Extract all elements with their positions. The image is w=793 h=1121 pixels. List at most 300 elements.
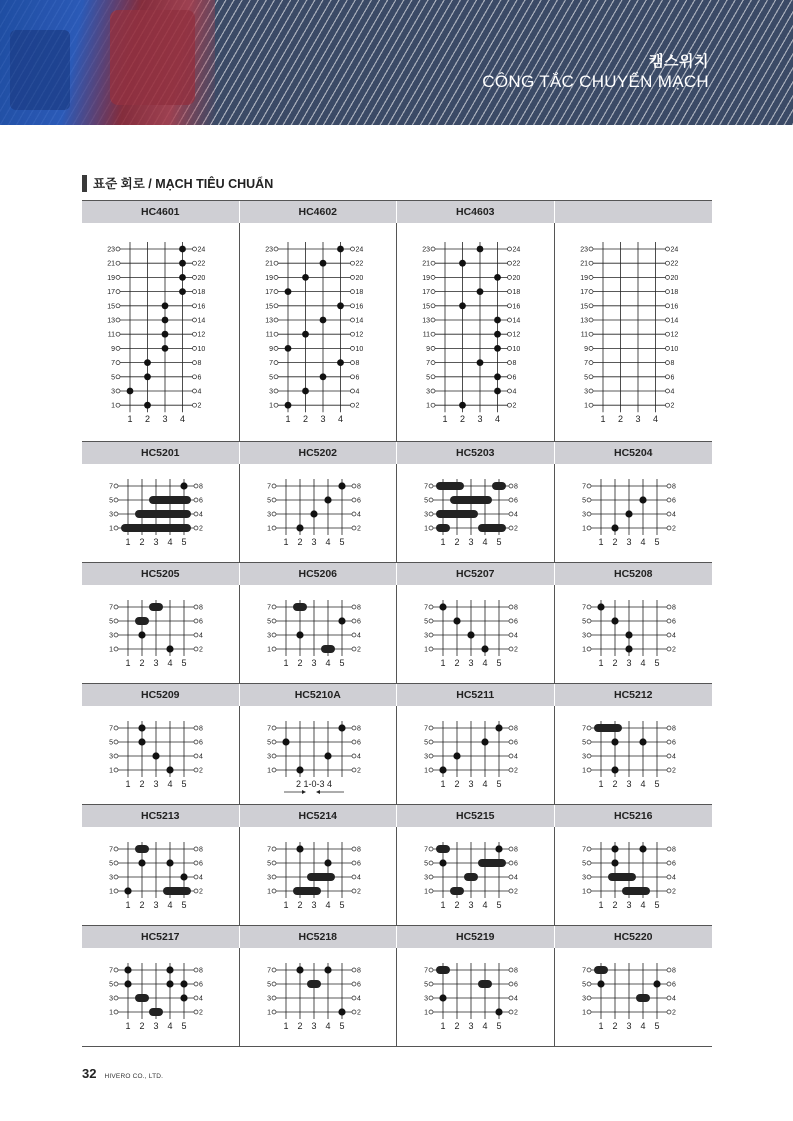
- terminal-left: [429, 861, 433, 865]
- terminal-right: [667, 968, 671, 972]
- terminal-left: [116, 403, 120, 407]
- terminal-label-right: 6: [356, 860, 361, 868]
- terminal-label-left: 1: [426, 402, 430, 410]
- position-number: 2: [302, 414, 308, 425]
- terminal-label-left: 5: [426, 374, 430, 382]
- position-number: 2: [139, 900, 145, 910]
- terminal-right: [508, 346, 512, 350]
- terminal-label-right: 16: [355, 303, 363, 311]
- position-number: 1: [597, 537, 604, 547]
- circuit-diagram-cell: [82, 223, 240, 441]
- contact-dot: [310, 510, 317, 517]
- terminal-right: [509, 768, 513, 772]
- contact-dot: [152, 752, 159, 759]
- position-number: 4: [167, 900, 173, 910]
- contact-dot: [481, 645, 488, 652]
- terminal-label-left: 23: [579, 246, 588, 254]
- terminal-label-left: 7: [581, 967, 586, 975]
- terminal-label-right: 2: [514, 767, 518, 775]
- terminal-label-right: 2: [671, 646, 676, 654]
- terminal-label-left: 1: [581, 525, 586, 533]
- table-row: [82, 925, 712, 1046]
- terminal-left: [431, 318, 435, 322]
- terminal-left: [429, 619, 433, 623]
- terminal-right: [352, 484, 356, 488]
- terminal-right: [667, 633, 671, 637]
- terminal-left: [429, 889, 433, 893]
- terminal-label-left: 17: [422, 289, 430, 297]
- terminal-left: [114, 512, 118, 516]
- terminal-right: [667, 1010, 671, 1014]
- terminal-left: [431, 290, 435, 294]
- position-number: 4: [179, 414, 186, 425]
- terminal-label-left: 3: [109, 995, 113, 1003]
- section-heading-text: 표준 회로 / MẠCH TIÊU CHUẨN: [93, 177, 274, 191]
- contact-bar: [478, 859, 506, 867]
- terminal-label-right: 6: [197, 374, 202, 382]
- terminal-label-left: 1: [111, 402, 115, 410]
- contact-dot: [138, 724, 145, 731]
- circuit-diagram: [82, 585, 239, 683]
- position-number: 1: [282, 900, 289, 910]
- terminal-left: [589, 304, 593, 308]
- terminal-label-right: 8: [356, 967, 361, 975]
- terminal-label-right: 6: [514, 739, 518, 747]
- position-number: 3: [468, 900, 474, 910]
- position-number: 2: [139, 658, 145, 668]
- terminal-label-right: 8: [199, 604, 203, 612]
- terminal-left: [274, 346, 278, 350]
- terminal-right: [350, 361, 354, 365]
- terminal-label-right: 4: [355, 388, 359, 396]
- terminal-label-left: 13: [579, 317, 588, 325]
- position-number: 3: [153, 658, 159, 668]
- table-header-row: [82, 200, 712, 223]
- contact-dot: [639, 845, 646, 852]
- terminal-right: [665, 318, 669, 322]
- circuit-diagram-cell: [397, 948, 555, 1046]
- terminal-left: [116, 389, 120, 393]
- terminal-label-right: 4: [356, 995, 361, 1003]
- terminal-right: [194, 996, 198, 1000]
- terminal-label-left: 21: [107, 260, 115, 268]
- circuit-diagram: [240, 827, 397, 925]
- position-number: 5: [338, 1021, 345, 1031]
- terminal-label-right: 8: [355, 360, 359, 368]
- position-number: 3: [310, 537, 317, 547]
- terminal-left: [274, 275, 278, 279]
- position-number: 3: [477, 414, 483, 425]
- terminal-left: [272, 982, 276, 986]
- terminal-left: [272, 633, 276, 637]
- position-number: 4: [167, 537, 173, 547]
- terminal-label-right: 6: [355, 374, 359, 382]
- terminal-right: [665, 304, 669, 308]
- position-number: 2: [459, 414, 466, 425]
- terminal-right: [194, 768, 198, 772]
- position-number: 4: [482, 537, 488, 547]
- terminal-right: [193, 247, 197, 251]
- terminal-left: [429, 982, 433, 986]
- terminal-left: [587, 740, 591, 744]
- table-row: [82, 441, 712, 562]
- terminal-label-left: 3: [111, 388, 115, 396]
- terminal-label-left: 3: [581, 632, 586, 640]
- terminal-right: [508, 389, 512, 393]
- terminal-right: [350, 275, 354, 279]
- contact-bar: [293, 887, 321, 895]
- terminal-right: [193, 332, 197, 336]
- terminal-left: [431, 275, 435, 279]
- contact-dot: [166, 966, 173, 973]
- position-number: 4: [639, 537, 646, 547]
- terminal-label-right: 4: [356, 753, 361, 761]
- position-number: 2: [454, 658, 460, 668]
- terminal-label-left: 13: [107, 317, 115, 325]
- terminal-right: [350, 304, 354, 308]
- terminal-label-right: 14: [512, 317, 521, 325]
- terminal-label-right: 8: [671, 483, 676, 491]
- terminal-left: [431, 389, 435, 393]
- terminal-right: [194, 498, 198, 502]
- position-number: 4: [639, 779, 646, 789]
- terminal-label-right: 4: [671, 995, 676, 1003]
- terminal-right: [665, 346, 669, 350]
- position-number: 2: [454, 779, 460, 789]
- terminal-label-left: 5: [424, 497, 428, 505]
- terminal-label-right: 4: [671, 753, 676, 761]
- terminal-left: [429, 605, 433, 609]
- contact-dot: [162, 345, 169, 352]
- position-number: 3: [468, 537, 474, 547]
- terminal-right: [667, 726, 671, 730]
- terminal-left: [429, 647, 433, 651]
- terminal-label-right: 6: [671, 618, 676, 626]
- contact-dot: [653, 980, 660, 987]
- contact-bar: [149, 496, 191, 504]
- terminal-right: [352, 633, 356, 637]
- terminal-label-left: 5: [266, 739, 271, 747]
- terminal-label-right: 8: [671, 967, 676, 975]
- terminal-left: [272, 605, 276, 609]
- contact-dot: [494, 331, 501, 338]
- contact-dot: [319, 373, 326, 380]
- terminal-label-right: 4: [514, 511, 518, 519]
- terminal-label-left: 3: [109, 511, 113, 519]
- contact-dot: [639, 496, 646, 503]
- terminal-left: [429, 768, 433, 772]
- position-number: 4: [324, 537, 331, 547]
- table-row: [82, 683, 712, 804]
- terminal-label-right: 20: [670, 274, 678, 282]
- terminal-label-left: 15: [422, 303, 430, 311]
- contact-dot: [162, 331, 169, 338]
- contact-bar: [307, 980, 321, 988]
- contact-dot: [166, 859, 173, 866]
- model-header: HC5219: [397, 926, 555, 948]
- terminal-label-right: 2: [514, 525, 518, 533]
- terminal-right: [352, 619, 356, 623]
- model-header: HC5217: [82, 926, 240, 948]
- terminal-label-left: 11: [422, 331, 430, 339]
- terminal-label-left: 7: [581, 483, 586, 491]
- circuit-diagram: [555, 585, 712, 683]
- terminal-label-right: 2: [356, 888, 361, 896]
- terminal-label-right: 8: [514, 846, 518, 854]
- position-number: 2: [611, 658, 618, 668]
- contact-dot: [138, 738, 145, 745]
- contact-dot: [296, 845, 303, 852]
- arrow-head-icon: [316, 790, 320, 794]
- terminal-right: [194, 754, 198, 758]
- contact-dot: [144, 359, 151, 366]
- contact-dot: [162, 317, 169, 324]
- contact-dot: [166, 980, 173, 987]
- terminal-label-left: 7: [109, 604, 113, 612]
- contact-dot: [611, 524, 618, 531]
- terminal-label-left: 7: [266, 967, 271, 975]
- table-header-row: [82, 804, 712, 827]
- terminal-left: [431, 346, 435, 350]
- terminal-label-left: 5: [581, 981, 586, 989]
- circuit-diagram-cell: [555, 827, 713, 925]
- terminal-label-left: 5: [111, 374, 115, 382]
- terminal-right: [665, 403, 669, 407]
- terminal-label-right: 8: [514, 604, 518, 612]
- position-number: 5: [653, 537, 660, 547]
- terminal-left: [587, 754, 591, 758]
- terminal-label-right: 2: [671, 767, 676, 775]
- terminal-left: [429, 526, 433, 530]
- terminal-label-right: 8: [356, 725, 361, 733]
- terminal-right: [509, 754, 513, 758]
- terminal-label-right: 2: [514, 1009, 518, 1017]
- position-number: 3: [153, 537, 159, 547]
- position-number: 3: [625, 537, 632, 547]
- terminal-left: [589, 375, 593, 379]
- terminal-label-right: 24: [512, 246, 521, 254]
- contact-bar: [321, 645, 335, 653]
- terminal-left: [589, 361, 593, 365]
- terminal-left: [429, 968, 433, 972]
- terminal-label-left: 13: [422, 317, 430, 325]
- terminal-right: [194, 861, 198, 865]
- terminal-right: [509, 1010, 513, 1014]
- terminal-label-left: 1: [266, 525, 271, 533]
- contact-dot: [439, 994, 446, 1001]
- terminal-label-left: 13: [264, 317, 273, 325]
- terminal-label-left: 3: [424, 511, 428, 519]
- contact-dot: [284, 288, 291, 295]
- model-header: HC5202: [240, 442, 398, 464]
- position-number: 2: [611, 1021, 618, 1031]
- terminal-left: [114, 498, 118, 502]
- terminal-right: [665, 275, 669, 279]
- contact-bar: [608, 873, 636, 881]
- terminal-left: [587, 968, 591, 972]
- position-number: 4: [639, 900, 646, 910]
- terminal-label-left: 1: [581, 646, 586, 654]
- contact-dot: [611, 617, 618, 624]
- terminal-left: [587, 861, 591, 865]
- model-header: HC5211: [397, 684, 555, 706]
- position-number: 1: [599, 414, 606, 425]
- terminal-left: [589, 290, 593, 294]
- circuit-diagram: [82, 464, 239, 562]
- terminal-label-left: 5: [424, 860, 428, 868]
- contact-dot: [337, 246, 344, 253]
- contact-bar: [293, 603, 307, 611]
- terminal-label-right: 2: [670, 402, 674, 410]
- position-number: 5: [181, 1021, 187, 1031]
- terminal-label-right: 16: [512, 303, 521, 311]
- terminal-label-left: 1: [266, 767, 271, 775]
- circuit-diagram-cell: [240, 464, 398, 562]
- terminal-label-right: 8: [356, 604, 361, 612]
- position-number: 4: [324, 658, 331, 668]
- terminal-label-right: 2: [197, 402, 202, 410]
- contact-dot: [625, 510, 632, 517]
- heading-marker: [82, 175, 87, 192]
- terminal-right: [667, 605, 671, 609]
- contact-dot: [338, 1008, 345, 1015]
- terminal-left: [272, 768, 276, 772]
- position-number: 1: [284, 414, 291, 425]
- terminal-left: [274, 403, 278, 407]
- terminal-label-right: 16: [197, 303, 206, 311]
- terminal-left: [429, 740, 433, 744]
- terminal-label-right: 12: [512, 331, 521, 339]
- circuit-diagram: [555, 706, 712, 804]
- terminal-right: [350, 375, 354, 379]
- position-number: 4: [167, 1021, 173, 1031]
- position-number: 1: [125, 658, 131, 668]
- terminal-label-left: 1: [424, 646, 428, 654]
- contact-dot: [180, 482, 187, 489]
- position-number: 1: [597, 779, 604, 789]
- contact-bar: [450, 887, 464, 895]
- contact-bar: [135, 845, 149, 853]
- position-number: 4: [324, 900, 331, 910]
- terminal-right: [194, 619, 198, 623]
- terminal-label-left: 5: [581, 618, 586, 626]
- terminal-left: [116, 361, 120, 365]
- terminal-right: [193, 346, 197, 350]
- terminal-right: [194, 526, 198, 530]
- terminal-right: [352, 498, 356, 502]
- contact-bar: [450, 496, 492, 504]
- terminal-label-right: 2: [199, 888, 203, 896]
- contact-dot: [179, 246, 186, 253]
- terminal-left: [272, 996, 276, 1000]
- terminal-right: [665, 389, 669, 393]
- terminal-label-left: 7: [266, 725, 271, 733]
- terminal-label-right: 10: [355, 345, 363, 353]
- terminal-right: [509, 847, 513, 851]
- contact-dot: [180, 980, 187, 987]
- terminal-label-right: 8: [356, 846, 361, 854]
- contact-bar: [594, 724, 622, 732]
- contact-bar: [135, 617, 149, 625]
- circuit-diagram-cell: [240, 706, 398, 804]
- terminal-label-right: 6: [671, 739, 676, 747]
- terminal-label-right: 8: [671, 846, 676, 854]
- terminal-right: [665, 375, 669, 379]
- terminal-left: [274, 304, 278, 308]
- position-number: 2: [139, 1021, 145, 1031]
- circuit-diagram-cell: [397, 706, 555, 804]
- terminal-label-right: 4: [512, 388, 517, 396]
- contact-dot: [439, 766, 446, 773]
- contact-dot: [302, 388, 309, 395]
- terminal-right: [193, 318, 197, 322]
- terminal-label-right: 4: [199, 995, 203, 1003]
- terminal-label-right: 6: [199, 618, 203, 626]
- contact-dot: [459, 260, 466, 267]
- position-number: 3: [634, 414, 641, 425]
- terminal-label-left: 1: [583, 402, 588, 410]
- position-number: 1: [440, 779, 446, 789]
- contact-dot: [477, 359, 484, 366]
- terminal-label-right: 2: [514, 646, 518, 654]
- terminal-label-right: 14: [197, 317, 206, 325]
- terminal-right: [665, 332, 669, 336]
- terminal-right: [194, 968, 198, 972]
- terminal-label-right: 8: [197, 360, 202, 368]
- position-number: 3: [153, 900, 159, 910]
- table-row: [82, 804, 712, 925]
- terminal-label-right: 4: [356, 632, 361, 640]
- position-number: 5: [653, 900, 660, 910]
- terminal-label-left: 1: [266, 646, 271, 654]
- position-number: 3: [625, 658, 632, 668]
- terminal-left: [587, 982, 591, 986]
- contact-dot: [611, 859, 618, 866]
- contact-bar: [436, 482, 464, 490]
- terminal-label-right: 4: [514, 995, 518, 1003]
- terminal-label-left: 9: [268, 345, 273, 353]
- terminal-left: [589, 346, 593, 350]
- terminal-label-right: 2: [356, 767, 361, 775]
- terminal-left: [114, 484, 118, 488]
- terminal-left: [429, 498, 433, 502]
- terminal-right: [667, 861, 671, 865]
- position-number: 5: [653, 779, 660, 789]
- terminal-label-left: 5: [583, 374, 588, 382]
- model-header: HC5207: [397, 563, 555, 585]
- terminal-left: [429, 754, 433, 758]
- terminal-right: [193, 290, 197, 294]
- circuit-diagram: [397, 223, 554, 441]
- terminal-left: [429, 726, 433, 730]
- circuit-diagram: [397, 948, 554, 1046]
- terminal-right: [352, 647, 356, 651]
- terminal-left: [116, 261, 120, 265]
- position-number: 4: [639, 1021, 646, 1031]
- terminal-left: [587, 847, 591, 851]
- terminal-label-right: 6: [356, 981, 361, 989]
- position-number: 2: [296, 658, 303, 668]
- position-number: 5: [181, 658, 187, 668]
- terminal-right: [194, 512, 198, 516]
- terminal-left: [114, 633, 118, 637]
- contact-bar: [478, 980, 492, 988]
- terminal-label-left: 7: [581, 725, 586, 733]
- position-number: 2: [296, 537, 303, 547]
- model-header: HC5213: [82, 805, 240, 827]
- terminal-label-left: 3: [583, 388, 588, 396]
- terminal-right: [508, 361, 512, 365]
